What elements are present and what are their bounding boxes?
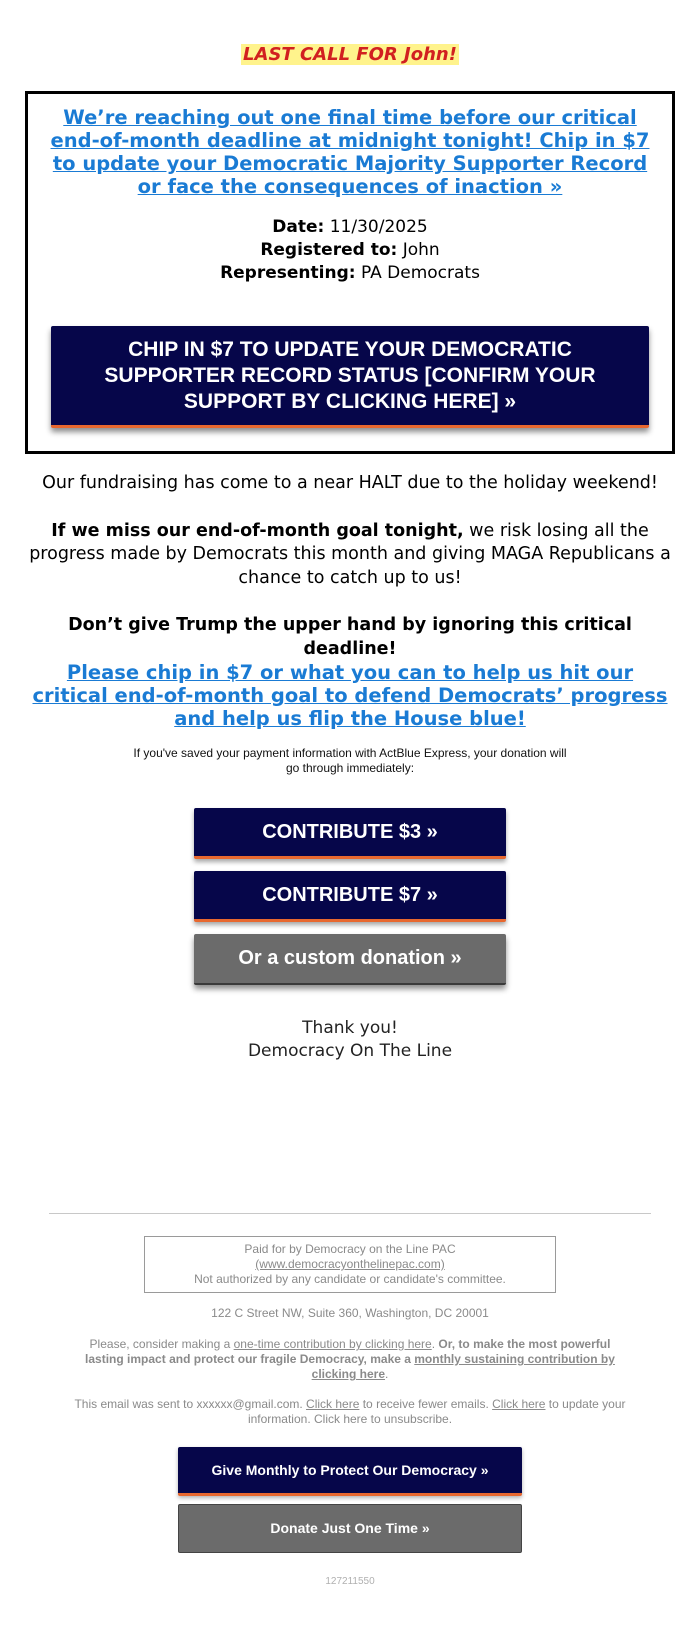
custom-donation-button[interactable]: Or a custom donation » [194,934,506,985]
registered-row [42,239,658,262]
signoff [0,1017,700,1063]
confirm-support-button[interactable]: CHIP IN $7 TO UPDATE YOUR DEMOCRATIC SUPPORTER RECORD STATUS [CONFIRM YOUR SUPPORT BY CLICKING HERE] » [51,326,649,428]
contribute-3-button[interactable]: CONTRIBUTE $3 » [194,808,506,859]
goal-paragraph [0,520,700,591]
pac-website-link[interactable]: (www.democracyonthelinepac.com) [255,1257,445,1271]
footer-divider [49,1213,651,1214]
give-monthly-button[interactable]: Give Monthly to Protect Our Democracy » [178,1447,522,1496]
goal-rest: we risk losing all the progress made by Democrats this month and giving MAGA Republicans a chance to catch up to us! [29,520,671,588]
registered-label: Registered to: [260,240,398,260]
org-name: Democracy On The Line [247,1041,453,1061]
update-info-link[interactable]: Click here [492,1397,546,1411]
sent-text: This email was sent to xxxxxx@gmail.com. [74,1397,307,1411]
contribute-7-button[interactable]: CONTRIBUTE $7 » [194,871,506,922]
paid-line-3: Not authorized by any candidate or candidate's committee. [194,1272,506,1286]
paid-line-1: Paid for by Democracy on the Line PAC [244,1242,456,1256]
record-meta [42,216,658,285]
monthly-link[interactable]: monthly sustaining contribution by clicking here [311,1352,615,1381]
address: 122 C Street NW, Suite 360, Washington, DC 20001 [211,1306,489,1320]
sent-paragraph [70,1397,630,1427]
actblue-express-note: If you've saved your payment information with ActBlue Express, your donation will go through immediately: [133,746,567,775]
email-code: 127211550 [325,1576,375,1587]
registered-value: John [402,240,440,260]
representing-row [42,262,658,285]
consider-end: . [385,1367,389,1381]
donate-once-button[interactable]: Donate Just One Time » [178,1504,522,1553]
footer [0,1236,700,1589]
date-label: Date: [272,217,325,237]
consider-paragraph [80,1337,620,1382]
consider-bold: Or, to make the most powerful lasting impact and protect our fragile Democracy, make a [85,1337,611,1366]
paid-for-box [144,1236,556,1293]
thanks-text: Thank you! [302,1018,398,1038]
goal-bold: If we miss our end-of-month goal tonight, [51,520,464,541]
last-call-banner [0,0,700,86]
one-time-link[interactable]: one-time contribution by clicking here [233,1337,432,1351]
sent-text-2: to receive fewer emails. [359,1397,493,1411]
chip-in-link[interactable]: Please chip in $7 or what you can to help us hit our critical end-of-month goal to defend Democrats’ progress and help us flip the House blue! [32,661,668,730]
consider-sep: . [431,1337,439,1351]
representing-value: PA Democrats [360,263,480,283]
supporter-record-box [25,91,675,454]
headline-link[interactable]: We’re reaching out one final time before our critical end-of-month deadline at midnight tonight! Chip in $7 to update your Democratic Majority Supporter Record or face the consequences of inaction » [50,106,650,198]
sent-text-3: to update your information. Click here to unsubscribe. [247,1397,626,1426]
halt-paragraph: Our fundraising has come to a near HALT due to the holiday weekend! [42,473,658,493]
date-value: 11/30/2025 [329,217,428,237]
consider-text: Please, consider making a [89,1337,234,1351]
representing-label: Representing: [220,263,356,283]
date-row [42,216,658,239]
fewer-emails-link[interactable]: Click here [306,1397,360,1411]
last-call-text: LAST CALL FOR John! [243,44,457,65]
trump-paragraph: Don’t give Trump the upper hand by ignoring this critical deadline! [68,615,632,659]
